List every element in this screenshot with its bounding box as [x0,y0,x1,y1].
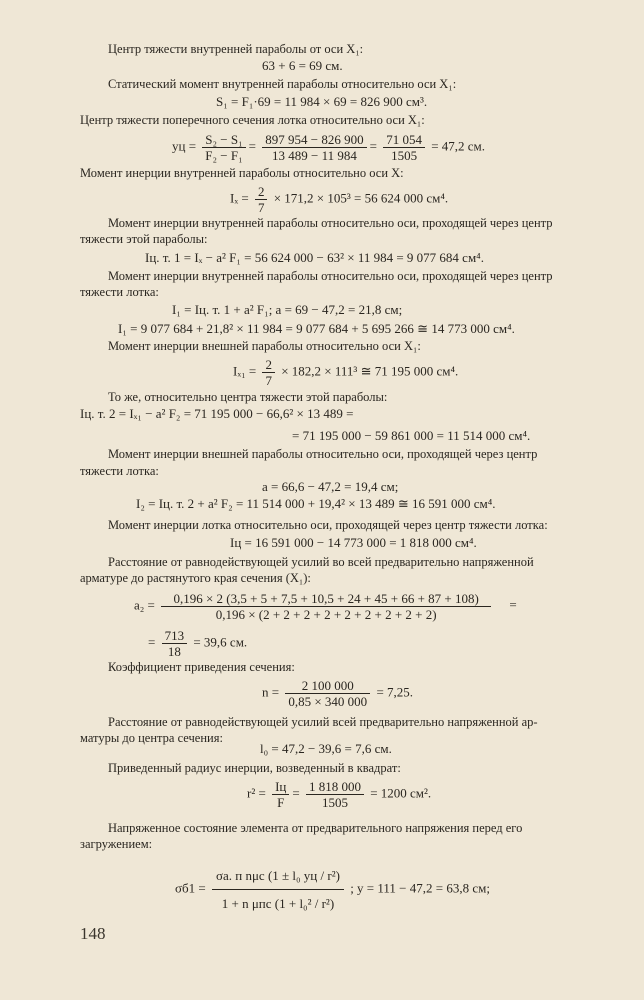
equation: Iц = 16 591 000 − 14 773 000 = 1 818 000 см⁴. [230,535,477,550]
denominator: 0,85 × 340 000 [288,694,368,709]
numerator: S₂ − S₁ [202,132,245,148]
fraction [383,132,425,163]
equation: I₁ = 9 077 684 + 21,8² × 11 984 = 9 077 684 + 5 695 266 ≅ 14 773 000 см⁴. [118,321,515,336]
text-line: Напряженное состояние элемента от предварительного напряжения перед его [108,821,523,835]
fraction [202,132,245,163]
numerator: σа. п nμс (1 ± l₀ yц / r²) [212,862,344,890]
numerator: 2 [255,184,268,200]
equation-a2 [134,591,517,622]
equation: S₁ = F₁·69 = 11 984 × 69 = 826 900 см³. [216,94,428,109]
denominator: F [277,795,285,810]
equation-n [262,678,413,709]
text-line: Момент инерции внешней параболы относительно оси X₁: [108,339,421,353]
text-line: Центр тяжести поперечного сечения лотка относительно оси X₁: [80,113,425,127]
eq-rhs: ; y = 111 − 47,2 = 63,8 см; [350,880,490,896]
equation: I₁ = Iц. т. 1 + a² F₁; a = 69 − 47,2 = 21,8 см; [172,302,403,317]
text-line: тяжести лотка: [80,285,159,299]
eq-rhs: = 7,25. [376,684,414,700]
equation: l₀ = 47,2 − 39,6 = 7,6 см. [260,741,392,756]
denominator: 18 [167,644,181,659]
eq-lhs: Iₓ₁ = [233,363,257,379]
text-line: Момент инерции внутренней параболы относительно оси, проходящей через центр [108,269,553,283]
text-line: Расстояние от равнодействующей усилий всей предварительно напряженной ар- [108,715,538,729]
equation: = 71 195 000 − 59 861 000 = 11 514 000 см⁴. [292,428,531,443]
fraction [306,779,364,810]
numerator: 71 054 [383,132,425,148]
text-line: загружением: [80,837,153,851]
equation [148,628,247,659]
eq-lhs: r² = [247,785,266,801]
equation-Ix [230,184,448,215]
text-line: тяжести лотка: [80,464,159,478]
fraction [272,779,289,810]
eq-lhs: yц = [172,138,197,154]
eq-lhs: σб1 = [175,880,206,896]
eq-lhs: Iₓ = [230,190,249,206]
text-line: Момент инерции внешней параболы относительно оси, проходящей через центр [108,447,538,461]
text-line: Момент инерции внутренней параболы относительно оси X: [80,166,404,180]
equation: a = 66,6 − 47,2 = 19,4 см; [262,479,399,494]
equation-r2: r² = $\frac{Iц}{F}$ = $\frac{1 818 000}{1505}$ = 1200 см². [247,779,432,810]
fraction [162,628,188,659]
text-line: Центр тяжести внутренней параболы от оси X₁: [108,42,364,56]
denominator: 7 [257,200,265,215]
equation: 63 + 6 = 69 см. [262,58,343,73]
numerator: 2 [262,357,275,373]
denominator: 0,196 × (2 + 2 + 2 + 2 + 2 + 2 + 2 + 2 + 2) [215,607,437,622]
numerator: Iц [272,779,289,795]
text-line: То же, относительно центра тяжести этой параболы: [108,390,388,404]
eq-rhs: = 39,6 см. [193,634,248,650]
denominator: 1505 [321,795,348,810]
text-line: арматуре до растянутого края сечения (X₁): [80,571,311,585]
eq-rhs: = [509,597,517,613]
text-line: Коэффициент приведения сечения: [108,660,295,674]
equation-Ix1 [233,357,458,388]
eq-rhs: = 1200 см². [370,785,432,801]
equation: Iц. т. 2 = Iₓ₁ − a² F₂ = 71 195 000 − 66,6² × 13 489 = [80,406,354,421]
equation: Iц. т. 1 = Iₓ − a² F₁ = 56 624 000 − 63² × 11 984 = 9 077 684 см⁴. [145,250,484,265]
eq-rhs: × 182,2 × 111³ ≅ 71 195 000 см⁴. [281,363,459,379]
numerator: 1 818 000 [306,779,364,795]
denominator: 1505 [391,148,418,163]
fraction [262,357,275,388]
fraction [262,132,366,163]
denominator: 1 + n μпс (1 + l₀² / r²) [221,896,335,911]
fraction [255,184,268,215]
eq-rhs: = 47,2 см. [431,138,486,154]
numerator: 713 [162,628,188,644]
equation-sigma [175,862,490,917]
page-number: 148 [80,924,106,943]
fraction [161,591,491,622]
eq-rhs: × 171,2 × 105³ = 56 624 000 см⁴. [273,190,449,206]
eq-lhs: n = [262,684,280,700]
text-line: Момент инерции лотка относительно оси, проходящей через центр тяжести лотка: [108,518,548,532]
equation: I₂ = Iц. т. 2 + a² F₂ = 11 514 000 + 19,4² × 13 489 ≅ 16 591 000 см⁴. [136,496,496,511]
fraction [212,862,344,917]
text-line: матуры до центра сечения: [80,731,223,745]
numerator: 0,196 × 2 (3,5 + 5 + 7,5 + 10,5 + 24 + 45 + 66 + 87 + 108) [161,591,491,607]
equation-centroid: yц = $\frac{\text{S₂ − S₁}}{\text{F₂ − F₁}}$ = $\frac{897 954 - 826 900}{13 489 - 11 984}$ = $\frac{71 054}{1505}$ = 47,2 см. [172,132,486,163]
numerator: 2 100 000 [285,678,370,694]
denominator: 7 [265,373,272,388]
numerator: 897 954 − 826 900 [262,132,366,148]
text-line: тяжести этой параболы: [80,232,208,246]
eq-lhs: = [148,634,156,650]
text-line: Момент инерции внутренней параболы относительно оси, проходящей через центр [108,216,553,230]
denominator: F₂ − F₁ [205,148,243,163]
eq-lhs: a₂ = [134,597,155,613]
text-line: Приведенный радиус инерции, возведенный в квадрат: [108,761,401,775]
text-line: Статический момент внутренней параболы относительно оси X₁: [108,77,457,91]
fraction [285,678,370,709]
text-line: Расстояние от равнодействующей усилий во всей предварительно напряженной [108,555,534,569]
denominator: 13 489 − 11 984 [271,148,357,163]
